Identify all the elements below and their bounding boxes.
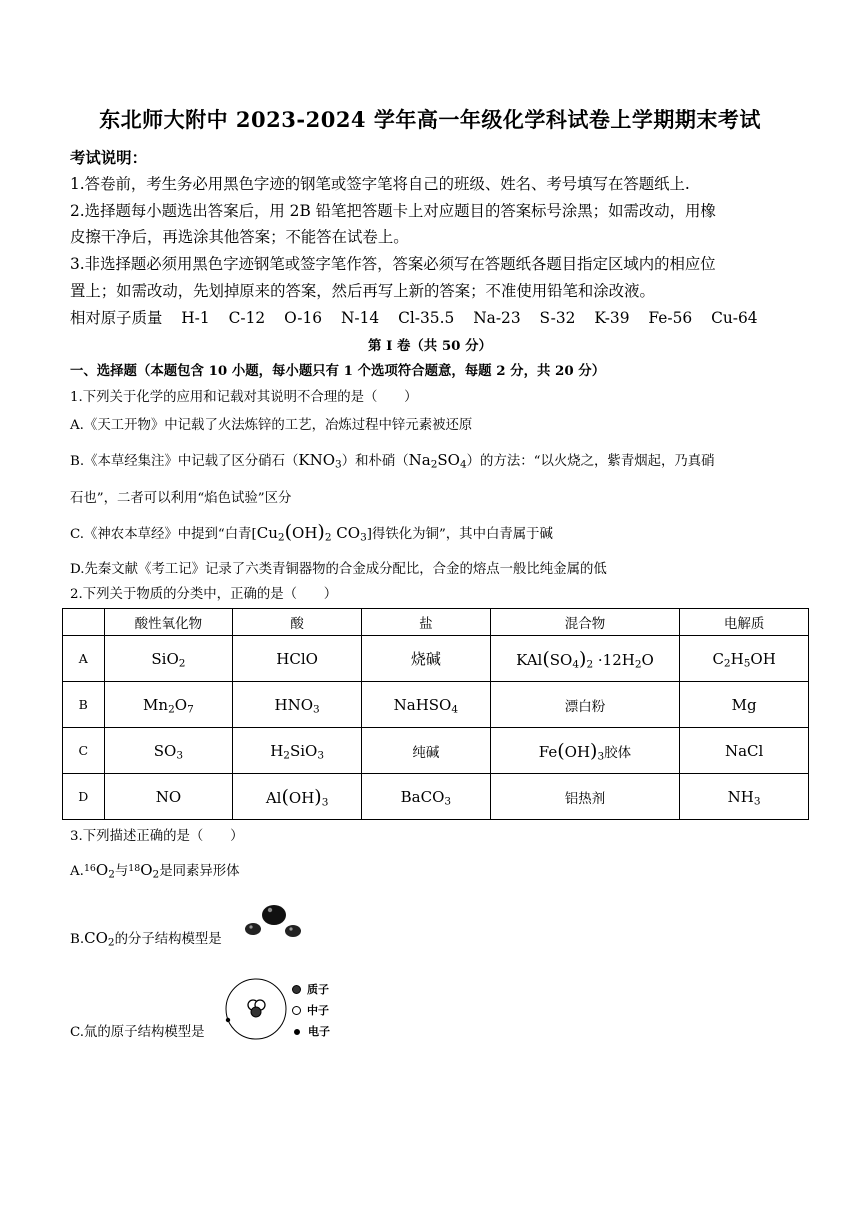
cell-mixture: 铝热剂 <box>490 774 680 820</box>
legend-proton-label: 质子 <box>307 983 329 996</box>
table-row <box>63 682 809 728</box>
formula-na2so4: $Na_2SO_4$ <box>408 451 467 471</box>
classification-table <box>62 608 809 820</box>
instruction-1: 1.答卷前，考生务必用黑色字迹的钢笔或签字笔将自己的班级、姓名、考号填写在答题纸上. <box>70 175 690 193</box>
cell-acid: HClO <box>233 636 362 682</box>
legend-neutron-label: 中子 <box>307 1004 329 1017</box>
atom-legend <box>292 979 330 1042</box>
q2-stem: 2.下列关于物质的分类中，正确的是（ ） <box>70 587 338 602</box>
q1-option-c <box>70 521 800 543</box>
instructions-heading: 考试说明： <box>70 149 147 167</box>
instruction-2a: 2.选择题每小题选出答案后，用 2B 铅笔把答题卡上对应题目的答案标号涂黑；如需改动，用橡 <box>70 202 716 220</box>
q3-option-b <box>70 928 800 947</box>
mass-n: N-14 <box>340 309 380 327</box>
cell-salt: 纯碱 <box>361 728 490 774</box>
table-row <box>63 636 809 682</box>
q1-option-b-line2: 石也”，二者可以利用“焰色试验”区分 <box>70 491 292 506</box>
cell-electrolyte: Mg <box>680 682 809 728</box>
formula-18o2: $^{18}O_2$ <box>128 861 160 881</box>
row-key: B <box>63 682 105 728</box>
cell-oxide: $Mn_2O_7$ <box>104 682 233 728</box>
section1-heading: 一、选择题（本题包含 10 小题，每小题只有 1 个选项符合题意，每题 2 分，共 20 分） <box>70 363 606 379</box>
table-row <box>63 774 809 820</box>
instruction-2b: 皮擦干净后，再选涂其他答案；不能答在试卷上。 <box>70 228 409 246</box>
q3-option-a <box>70 860 800 879</box>
legend-neutron <box>292 1000 330 1021</box>
q1-c-text-2: ]得铁化为铜”，其中白青属于碱 <box>366 527 553 542</box>
colloid-text: 胶体 <box>604 744 632 761</box>
header-mixture: 混合物 <box>490 609 680 636</box>
header-acidic-oxide: 酸性氧化物 <box>104 609 233 636</box>
legend-electron <box>292 1021 330 1042</box>
mass-fe: Fe-56 <box>648 309 693 327</box>
legend-electron-label: 电子 <box>308 1025 330 1038</box>
q1-b-text-2: ）和朴硝（ <box>341 454 409 469</box>
instruction-3a: 3.非选择题必须用黑色字迹钢笔或签字笔作答，答案必须写在答题纸各题目指定区域内的相应位 <box>70 255 716 273</box>
cell-salt: 烧碱 <box>361 636 490 682</box>
cell-electrolyte: $C_2H_5OH$ <box>680 636 809 682</box>
row-key: D <box>63 774 105 820</box>
q1-option-b <box>70 450 800 469</box>
cell-mixture: $KAl(SO_4)_2 \cdot 12H_2O$ <box>490 636 680 682</box>
mass-k: K-39 <box>594 309 630 327</box>
cell-salt: BaCO$_3$ <box>361 774 490 820</box>
legend-proton <box>292 979 330 1000</box>
q3-a-mid: 与 <box>114 864 129 879</box>
q3-a-end: 是同素异形体 <box>159 864 240 879</box>
header-salt: 盐 <box>361 609 490 636</box>
mass-cl: Cl-35.5 <box>398 309 455 327</box>
formula-16o2: $A.^{16}O_2$ <box>70 861 115 881</box>
mass-s: S-32 <box>539 309 576 327</box>
q1-b-text-1: B.《本草经集注》中记载了区分硝石（ <box>70 454 299 469</box>
atomic-mass-label: 相对原子质量 <box>70 309 163 327</box>
cell-oxide: $SO_3$ <box>104 728 233 774</box>
q3-option-c: C.氚的原子结构模型是 <box>70 1025 205 1040</box>
formula-cu2oh2co3: $Cu_2(OH)_2$ $CO_3$ <box>256 521 367 544</box>
formula-co2: $CO_2$ <box>84 929 115 949</box>
instruction-3b: 置上；如需改动，先划掉原来的答案，然后再写上新的答案；不准使用铅笔和涂改液。 <box>70 282 655 300</box>
mass-na: Na-23 <box>473 309 521 327</box>
table-header-row <box>63 609 809 636</box>
row-key: A <box>63 636 105 682</box>
header-electrolyte: 电解质 <box>680 609 809 636</box>
cell-oxide: SiO$_2$ <box>104 636 233 682</box>
cell-acid: $H_2SiO_3$ <box>233 728 362 774</box>
cell-mixture: $Fe(OH)_3$胶体 <box>490 728 680 774</box>
row-key: C <box>63 728 105 774</box>
q1-option-a: A.《天工开物》中记载了火法炼锌的工艺，冶炼过程中锌元素被还原 <box>70 418 473 433</box>
cell-acid: $HNO_3$ <box>233 682 362 728</box>
q1-option-d: D.先秦文献《考工记》记录了六类青铜器物的合金成分配比，合金的熔点一般比纯金属的低 <box>70 562 607 577</box>
part1-heading: 第 I 卷（共 50 分） <box>368 338 492 354</box>
neutron-dot-icon <box>292 1006 301 1015</box>
cell-salt: NaHSO$_4$ <box>361 682 490 728</box>
mass-cu: Cu-64 <box>711 309 758 327</box>
q1-c-text-1: C.《神农本草经》中提到“白青[ <box>70 527 257 542</box>
exam-title: 东北师大附中 2023-2024 学年高一年级化学科试卷上学期期末考试 <box>99 107 761 132</box>
formula-kno3: $KNO_3$ <box>298 451 342 471</box>
cell-acid: $Al(OH)_3$ <box>233 774 362 820</box>
cell-electrolyte: NaCl <box>680 728 809 774</box>
header-acid: 酸 <box>233 609 362 636</box>
q1-stem: 1.下列关于化学的应用和记载对其说明不合理的是（ ） <box>70 390 418 405</box>
header-corner <box>63 609 105 636</box>
atomic-masses <box>70 306 800 328</box>
table-row <box>63 728 809 774</box>
q1-b-text-3: ）的方法：“以火烧之，紫青烟起，乃真硝 <box>466 454 715 469</box>
mass-c: C-12 <box>228 309 266 327</box>
cell-oxide: NO <box>104 774 233 820</box>
q3-stem: 3.下列描述正确的是（ ） <box>70 829 244 844</box>
atom-model-image <box>221 974 291 1044</box>
electron-dot-icon <box>294 1029 300 1035</box>
cell-electrolyte: $NH_3$ <box>680 774 809 820</box>
salt-text: NaHSO <box>393 695 452 714</box>
q3-b-end: 的分子结构模型是 <box>114 932 222 947</box>
mass-o: O-16 <box>284 309 323 327</box>
bent-molecule-model-image <box>243 902 303 944</box>
q3-b-start: B. <box>70 932 85 947</box>
cell-mixture: 漂白粉 <box>490 682 680 728</box>
mass-h: H-1 <box>181 309 210 327</box>
proton-dot-icon <box>292 985 301 994</box>
